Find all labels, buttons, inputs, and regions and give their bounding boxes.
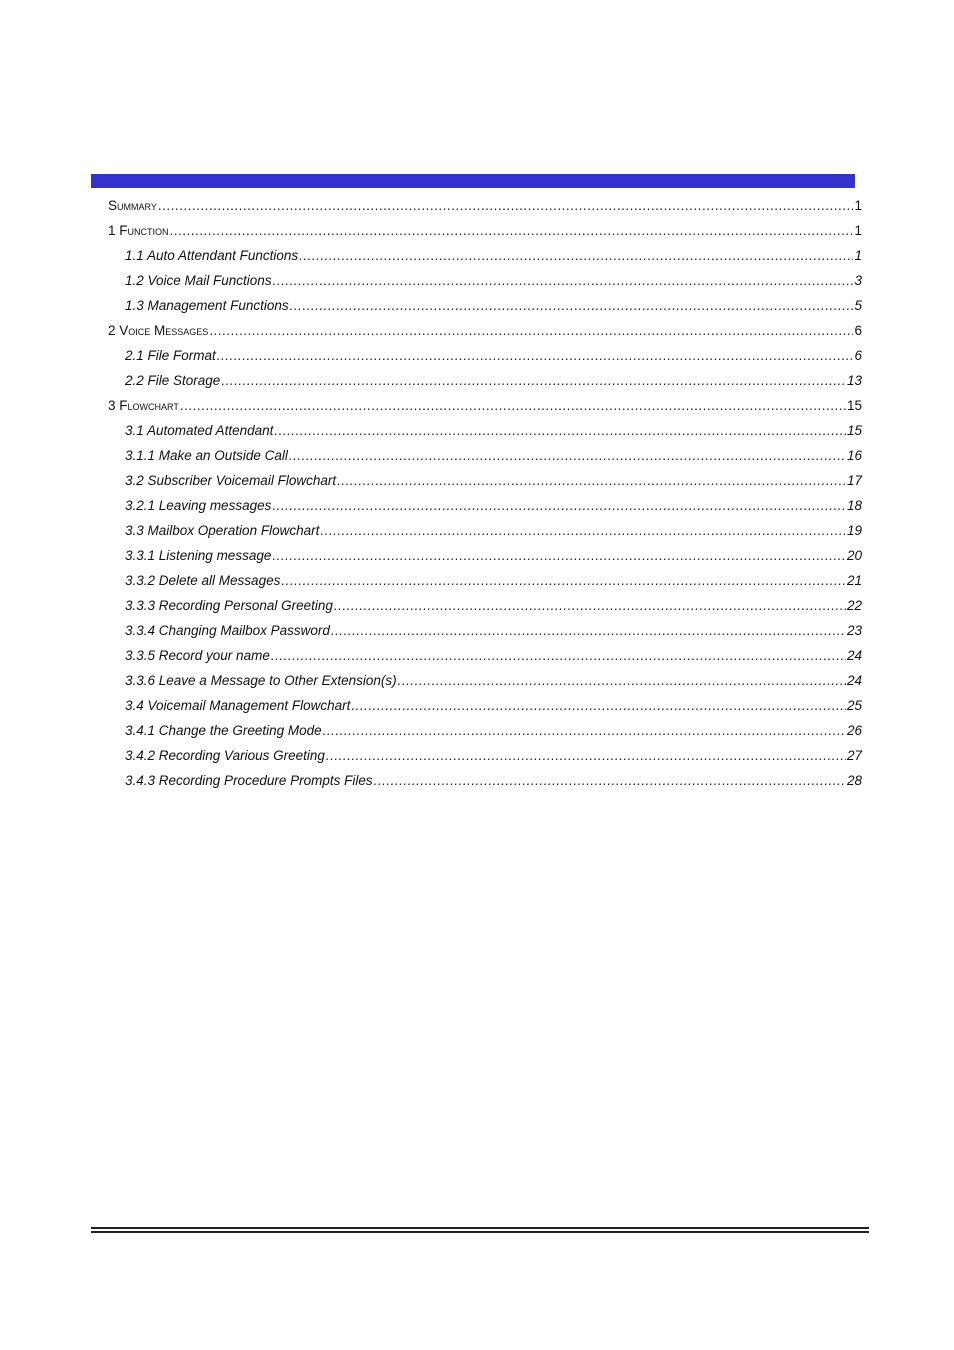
toc-entry-delete-all-messages[interactable] xyxy=(108,568,862,593)
toc-entry-page: 24 xyxy=(846,673,862,688)
toc-leader-dots xyxy=(334,593,846,618)
header-bar xyxy=(91,174,855,188)
toc-entry-page: 28 xyxy=(846,773,862,788)
toc-leader-dots xyxy=(326,743,846,768)
toc-leader-dots xyxy=(209,318,853,343)
toc-entry-voicemail-management-flowchart[interactable] xyxy=(108,693,862,718)
toc-entry-recording-various-greeting[interactable] xyxy=(108,743,862,768)
toc-entry-subscriber-voicemail-flowchart[interactable] xyxy=(108,468,862,493)
toc-entry-title: 3.4.3 Recording Procedure Prompts Files xyxy=(125,773,373,788)
toc-leader-dots xyxy=(158,193,854,218)
toc-entry-page: 15 xyxy=(846,398,862,413)
toc-entry-title: 3.2 Subscriber Voicemail Flowchart xyxy=(125,473,337,488)
toc-leader-dots xyxy=(217,343,854,368)
toc-entry-leaving-messages[interactable] xyxy=(108,493,862,518)
toc-entry-title: 3.2.1 Leaving messages xyxy=(125,498,272,513)
footer-double-rule xyxy=(91,1227,869,1233)
toc-entry-page: 22 xyxy=(846,598,862,613)
toc-entry-page: 16 xyxy=(846,448,862,463)
toc-entry-page: 26 xyxy=(846,723,862,738)
toc-entry-page: 25 xyxy=(846,698,862,713)
toc-entry-file-storage[interactable] xyxy=(108,368,862,393)
toc-entry-title: 3.1 Automated Attendant xyxy=(125,423,274,438)
toc-leader-dots xyxy=(398,668,846,693)
toc-entry-page: 15 xyxy=(846,423,862,438)
toc-leader-dots xyxy=(273,268,854,293)
toc-entry-page: 13 xyxy=(846,373,862,388)
toc-entry-title: 1.1 Auto Attendant Functions xyxy=(125,248,299,263)
toc-entry-title: 1 Function xyxy=(108,223,169,238)
toc-entry-summary[interactable] xyxy=(108,193,862,218)
toc-entry-automated-attendant[interactable] xyxy=(108,418,862,443)
toc-entry-flowchart[interactable] xyxy=(108,393,862,418)
toc-leader-dots xyxy=(221,368,846,393)
toc-leader-dots xyxy=(320,518,846,543)
toc-entry-title: 2.2 File Storage xyxy=(125,373,221,388)
toc-entry-page: 1 xyxy=(854,198,862,213)
toc-leader-dots xyxy=(170,218,854,243)
toc-leader-dots xyxy=(331,618,846,643)
toc-entry-title: 3.3.3 Recording Personal Greeting xyxy=(125,598,333,613)
toc-leader-dots xyxy=(323,718,846,743)
toc-entry-title: 2 Voice Messages xyxy=(108,323,209,338)
table-of-contents xyxy=(108,193,862,793)
toc-entry-listening-message[interactable] xyxy=(108,543,862,568)
toc-entry-page: 21 xyxy=(846,573,862,588)
toc-entry-title: 3.3.1 Listening message xyxy=(125,548,272,563)
toc-leader-dots xyxy=(290,293,854,318)
toc-leader-dots xyxy=(271,643,846,668)
toc-entry-title: 3.4.1 Change the Greeting Mode xyxy=(125,723,322,738)
toc-leader-dots xyxy=(180,393,846,418)
toc-entry-title: Summary xyxy=(108,198,157,213)
toc-entry-changing-mailbox-password[interactable] xyxy=(108,618,862,643)
toc-entry-page: 27 xyxy=(846,748,862,763)
toc-entry-title: 3.1.1 Make an Outside Call xyxy=(125,448,288,463)
toc-entry-page: 17 xyxy=(846,473,862,488)
toc-entry-leave-message-other-extension[interactable] xyxy=(108,668,862,693)
toc-entry-page: 20 xyxy=(846,548,862,563)
toc-entry-page: 24 xyxy=(846,648,862,663)
toc-entry-page: 23 xyxy=(846,623,862,638)
toc-leader-dots xyxy=(289,443,846,468)
toc-entry-title: 3.4 Voicemail Management Flowchart xyxy=(125,698,351,713)
toc-entry-title: 3.3 Mailbox Operation Flowchart xyxy=(125,523,320,538)
toc-leader-dots xyxy=(272,543,846,568)
toc-leader-dots xyxy=(351,693,846,718)
toc-entry-title: 1.2 Voice Mail Functions xyxy=(125,273,272,288)
toc-entry-page: 19 xyxy=(846,523,862,538)
toc-entry-auto-attendant-functions[interactable] xyxy=(108,243,862,268)
toc-entry-change-greeting-mode[interactable] xyxy=(108,718,862,743)
toc-entry-make-outside-call[interactable] xyxy=(108,443,862,468)
toc-entry-record-your-name[interactable] xyxy=(108,643,862,668)
toc-leader-dots xyxy=(272,493,846,518)
toc-entry-title: 2.1 File Format xyxy=(125,348,216,363)
toc-entry-title: 3.3.2 Delete all Messages xyxy=(125,573,281,588)
toc-entry-title: 1.3 Management Functions xyxy=(125,298,289,313)
toc-entry-page: 5 xyxy=(854,298,862,313)
toc-entry-title: 3.3.4 Changing Mailbox Password xyxy=(125,623,330,638)
toc-entry-recording-procedure-prompts-files[interactable] xyxy=(108,768,862,793)
toc-entry-page: 18 xyxy=(846,498,862,513)
toc-leader-dots xyxy=(337,468,846,493)
toc-entry-title: 3.4.2 Recording Various Greeting xyxy=(125,748,325,763)
toc-entry-page: 6 xyxy=(854,323,862,338)
toc-leader-dots xyxy=(299,243,853,268)
toc-entry-mailbox-operation-flowchart[interactable] xyxy=(108,518,862,543)
toc-entry-page: 1 xyxy=(854,248,862,263)
toc-entry-voice-messages[interactable] xyxy=(108,318,862,343)
toc-leader-dots xyxy=(274,418,846,443)
toc-entry-page: 1 xyxy=(854,223,862,238)
toc-leader-dots xyxy=(281,568,846,593)
toc-entry-function[interactable] xyxy=(108,218,862,243)
toc-entry-title: 3 Flowchart xyxy=(108,398,179,413)
toc-entry-page: 6 xyxy=(854,348,862,363)
toc-leader-dots xyxy=(374,768,846,793)
toc-entry-management-functions[interactable] xyxy=(108,293,862,318)
toc-entry-recording-personal-greeting[interactable] xyxy=(108,593,862,618)
toc-entry-title: 3.3.5 Record your name xyxy=(125,648,270,663)
toc-entry-voice-mail-functions[interactable] xyxy=(108,268,862,293)
toc-entry-file-format[interactable] xyxy=(108,343,862,368)
toc-entry-title: 3.3.6 Leave a Message to Other Extension(s) xyxy=(125,673,397,688)
toc-entry-page: 3 xyxy=(854,273,862,288)
